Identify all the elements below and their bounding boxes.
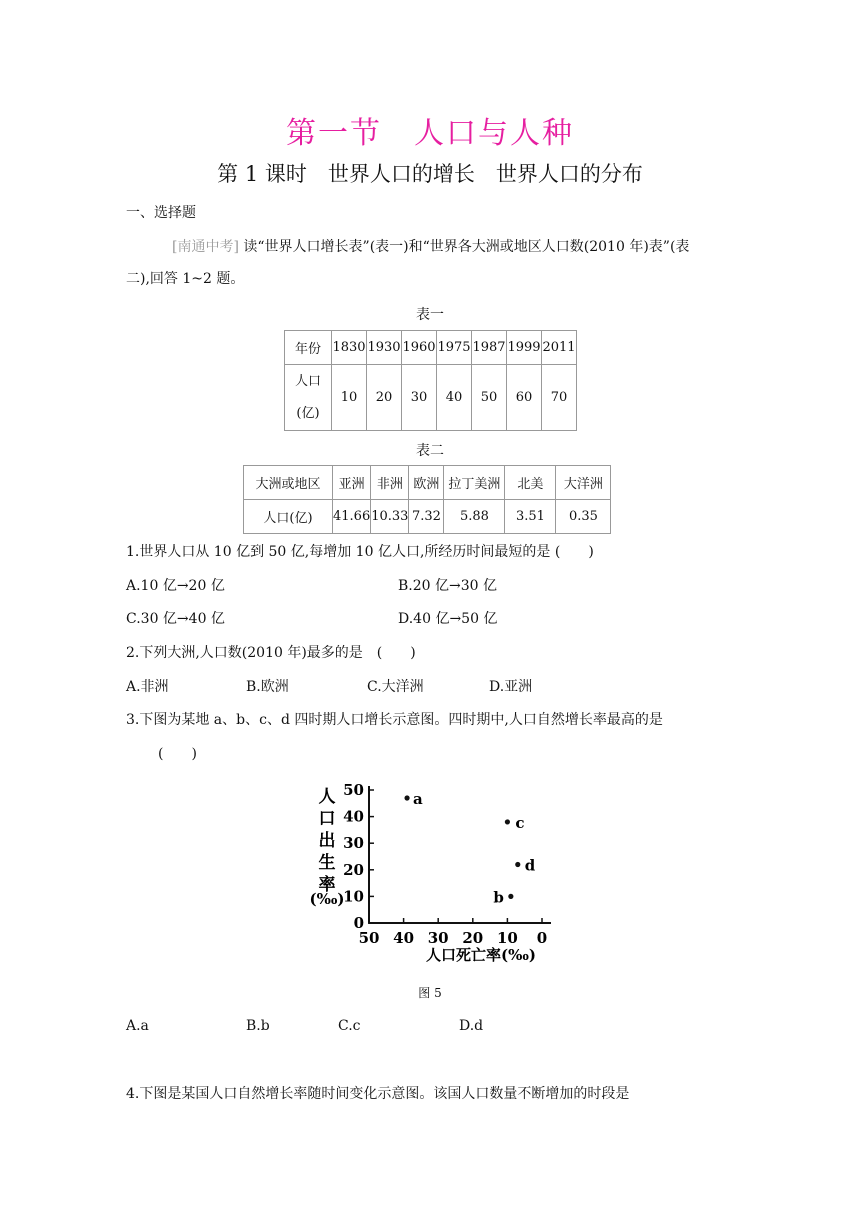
question-1-option-d: D.40 亿→50 亿	[398, 611, 498, 627]
table-cell: 拉丁美洲	[444, 466, 505, 500]
table-cell: 大洋洲	[556, 466, 611, 500]
x-tick-label: 30	[427, 929, 449, 947]
question-1-option-c: C.30 亿→40 亿	[126, 611, 225, 627]
y-axis-unit: (‰)	[309, 890, 345, 908]
x-tick-label: 0	[536, 929, 548, 947]
question-1-option-a: A.10 亿→20 亿	[126, 578, 225, 594]
question-1-stem: 1.世界人口从 10 亿到 50 亿,每增加 10 亿人口,所经历时间最短的是 ( )	[126, 544, 594, 560]
data-points	[404, 790, 535, 906]
y-tick-label: 50	[343, 781, 364, 799]
data-point-b	[508, 894, 513, 899]
table-header-cell: 人口(亿)	[244, 500, 333, 534]
x-tick-label: 10	[496, 929, 518, 947]
table-cell: 60	[507, 365, 542, 431]
table-cell: 70	[542, 365, 577, 431]
birth-death-rate-chart	[300, 778, 570, 974]
x-tick-label: 40	[393, 929, 415, 947]
data-label-c: c	[515, 813, 525, 832]
table-header-cell: 年份	[285, 331, 332, 365]
data-point-c	[505, 819, 510, 824]
table-cell: 3.51	[505, 500, 556, 534]
question-2-option-b: B.欧洲	[246, 679, 289, 695]
y-axis-label-char: 人	[318, 787, 336, 807]
table-cell: 亚洲	[333, 466, 371, 500]
data-point-a	[404, 795, 409, 800]
intro-text-1: 读“世界人口增长表”(表一)和“世界各大洲或地区人口数(2010 年)表”(表	[243, 239, 690, 255]
data-label-a: a	[413, 789, 423, 808]
data-point-d	[515, 862, 520, 867]
table-header-cell	[285, 365, 332, 431]
y-axis-label-char: 出	[318, 831, 336, 851]
table-cell: 1830	[332, 331, 367, 365]
table-row	[244, 500, 611, 534]
table-cell: 10.33	[371, 500, 409, 534]
table-cell: 0.35	[556, 500, 611, 534]
table-cell: 20	[367, 365, 402, 431]
y-tick-label: 30	[343, 834, 364, 853]
question-4-stem: 4.下图是某国人口自然增长率随时间变化示意图。该国人口数量不断增加的时段是	[126, 1086, 630, 1102]
data-label-b: b	[493, 888, 504, 907]
table1-caption: 表一	[416, 307, 444, 323]
table-cell: 非洲	[371, 466, 409, 500]
question-2-option-c: C.大洋洲	[367, 679, 424, 695]
table-row	[285, 331, 577, 365]
table-row	[244, 466, 611, 500]
question-2-option-a: A.非洲	[126, 679, 169, 695]
y-tick-label: 0	[353, 914, 364, 932]
answer-paren: ( )	[158, 746, 197, 762]
question-3-option-c: C.c	[338, 1018, 361, 1034]
header-line: (亿)	[296, 405, 320, 421]
table-cell: 1975	[437, 331, 472, 365]
question-3-stem: 3.下图为某地 a、b、c、d 四时期人口增长示意图。四时期中,人口自然增长率最高的是	[126, 712, 663, 728]
x-axis-label: 人口死亡率(‰)	[426, 946, 536, 964]
table-cell: 1960	[402, 331, 437, 365]
table-row	[285, 365, 577, 431]
question-2-option-d: D.亚洲	[489, 679, 533, 695]
table-cell: 5.88	[444, 500, 505, 534]
y-tick-label: 20	[343, 860, 364, 879]
x-tick-label: 50	[358, 929, 380, 947]
figure-caption: 图 5	[418, 986, 442, 1000]
intro-line-2: 二),回答 1~2 题。	[126, 271, 245, 287]
table2-caption: 表二	[416, 443, 444, 459]
source-tag: [南通中考]	[172, 239, 239, 255]
y-tick-label: 40	[343, 807, 364, 826]
y-axis-label-char: 生	[318, 853, 336, 873]
table-cell: 北美	[505, 466, 556, 500]
question-3-option-a: A.a	[126, 1018, 149, 1034]
header-line: 人口	[294, 373, 321, 389]
question-3-option-d: D.d	[459, 1018, 484, 1034]
y-axis-label-char: 率	[318, 875, 336, 895]
x-tick-label: 20	[462, 929, 484, 947]
table-cell: 1987	[472, 331, 507, 365]
table-header-cell: 大洲或地区	[244, 466, 333, 500]
table-cell: 2011	[542, 331, 577, 365]
question-1-option-b: B.20 亿→30 亿	[398, 578, 497, 594]
table-cell: 10	[332, 365, 367, 431]
table-cell: 1999	[507, 331, 542, 365]
region-population-table	[243, 465, 611, 534]
table-cell: 7.32	[409, 500, 444, 534]
page-title: 第一节 人口与人种	[286, 116, 574, 151]
table-cell: 50	[472, 365, 507, 431]
section-heading: 一、选择题	[126, 205, 196, 221]
y-tick-label: 10	[343, 887, 364, 906]
y-axis-label-char: 口	[318, 809, 336, 829]
table-cell: 欧洲	[409, 466, 444, 500]
data-label-d: d	[524, 856, 536, 875]
intro-line-1	[172, 237, 689, 257]
question-2-stem: 2.下列大洲,人口数(2010 年)最多的是 ( )	[126, 645, 416, 661]
table-cell: 40	[437, 365, 472, 431]
question-3-option-b: B.b	[246, 1018, 270, 1034]
table-cell: 1930	[367, 331, 402, 365]
population-growth-table	[284, 330, 577, 431]
table-cell: 30	[402, 365, 437, 431]
lesson-subtitle: 第 1 课时 世界人口的增长 世界人口的分布	[217, 162, 643, 186]
table-cell: 41.66	[333, 500, 371, 534]
